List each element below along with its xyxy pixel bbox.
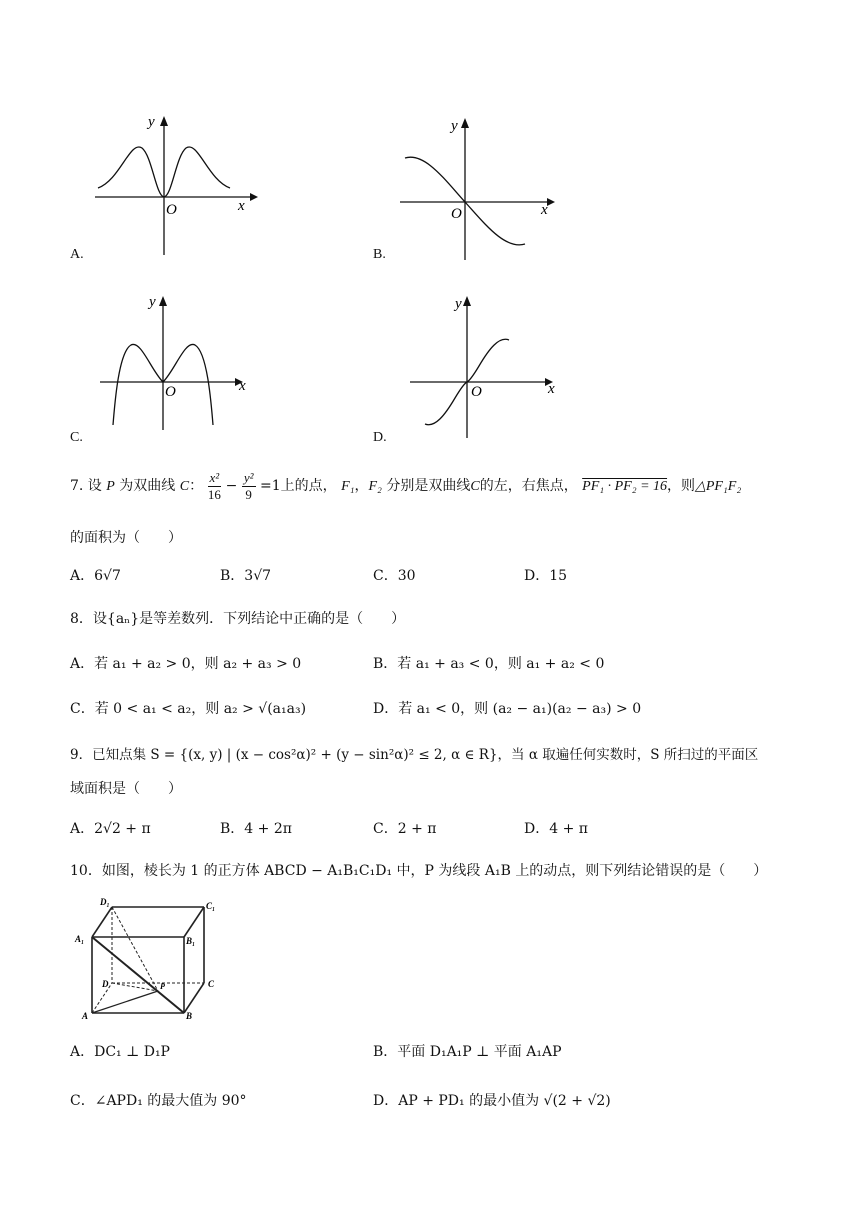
graph-d [405, 290, 565, 440]
cube-label-a1: A₁ [75, 934, 85, 944]
graph-c-y-label: y [149, 294, 156, 310]
q7-fraction-y: $\frac{\text{y²}}{9}$ [243, 469, 254, 502]
cube-figure [72, 895, 222, 1023]
graph-a-y-label: y [148, 114, 155, 130]
q10-option-a: A．DC₁ ⊥ D₁P [70, 1044, 170, 1060]
q7-stem: 7. 设 P 为双曲线 C： $\frac{\text{x²}}{16}$ − $\frac{\text{y²}}{9}$ =1上的点， F₁，F₂ 分别是双曲线C的左，右焦点， PF₁ · PF₂ = 16，则△PF₁F₂ [70, 469, 742, 502]
q8-stem: 8．设{aₙ}是等差数列．下列结论中正确的是（ ） [70, 611, 406, 627]
q10-option-d: D．AP + PD₁ 的最小值为 √(2 + √2) [373, 1093, 611, 1109]
q7-fraction-x: $\frac{\text{x²}}{16}$ [207, 469, 221, 502]
graph-b-x-label: x [541, 202, 548, 218]
q7-stem-line2: 的面积为（ ） [70, 530, 182, 546]
q8-option-b: B．若 a₁ + a₃ < 0，则 a₁ + a₂ < 0 [373, 656, 605, 672]
graph-a-x-label: x [238, 198, 245, 214]
graph-a-label: A. [70, 247, 84, 262]
q8-option-a: A．若 a₁ + a₂ > 0，则 a₂ + a₃ > 0 [70, 656, 302, 672]
q8-option-c: C．若 0 < a₁ < a₂，则 a₂ > √(a₁a₃) [70, 701, 307, 717]
graph-c [95, 290, 255, 435]
graph-a-origin-label: O [166, 202, 177, 218]
graph-c-label: C. [70, 430, 83, 445]
q8-option-d: D．若 a₁ < 0，则 (a₂ − a₁)(a₂ − a₃) > 0 [373, 701, 642, 717]
graph-b-y-label: y [451, 118, 458, 134]
cube-label-d: D [102, 979, 109, 989]
graph-a [90, 110, 260, 260]
cube-label-c: C [208, 979, 215, 989]
q7-option-a: A．6√7 [70, 568, 121, 584]
q10-stem: 10．如图，棱长为 1 的正方体 ABCD − A₁B₁C₁D₁ 中，P 为线段 A₁B 上的动点，则下列结论错误的是（ ） [70, 863, 768, 879]
q9-option-c: C．2 + π [373, 821, 437, 837]
q9-option-b: B．4 + 2π [220, 821, 292, 837]
graph-c-origin-label: O [165, 384, 176, 400]
q7-option-c: C．30 [373, 568, 416, 584]
q10-option-b: B．平面 D₁A₁P ⊥ 平面 A₁AP [373, 1044, 562, 1060]
graph-b [395, 110, 565, 265]
cube-label-a: A [82, 1011, 89, 1021]
graph-d-label: D. [373, 430, 387, 445]
q9-stem-line2: 域面积是（ ） [70, 781, 182, 797]
graph-d-x-label: x [548, 381, 555, 397]
graph-b-label: B. [373, 247, 386, 262]
cube-label-c1: C₁ [206, 901, 216, 911]
q7-option-d: D．15 [524, 568, 568, 584]
cube-label-b1: B₁ [186, 936, 196, 946]
q7-option-b: B．3√7 [220, 568, 272, 584]
cube-label-p: P [160, 982, 165, 991]
graph-b-origin-label: O [451, 206, 462, 222]
graph-d-origin-label: O [471, 384, 482, 400]
cube-label-d1: D₁ [100, 897, 110, 907]
graph-d-y-label: y [455, 296, 462, 312]
q9-stem: 9．已知点集 S = {(x, y) | (x − cos²α)² + (y − sin²α)² ≤ 2, α ∈ R}，当 α 取遍任何实数时，S 所扫过的平面区 [70, 747, 759, 763]
graph-c-x-label: x [239, 378, 246, 394]
q10-option-c: C．∠APD₁ 的最大值为 90° [70, 1093, 247, 1109]
q9-option-a: A．2√2 + π [70, 821, 151, 837]
cube-label-b: B [186, 1011, 193, 1021]
q9-option-d: D．4 + π [524, 821, 588, 837]
q7-vector-product: PF₁ · PF₂ = 16 [582, 479, 668, 494]
